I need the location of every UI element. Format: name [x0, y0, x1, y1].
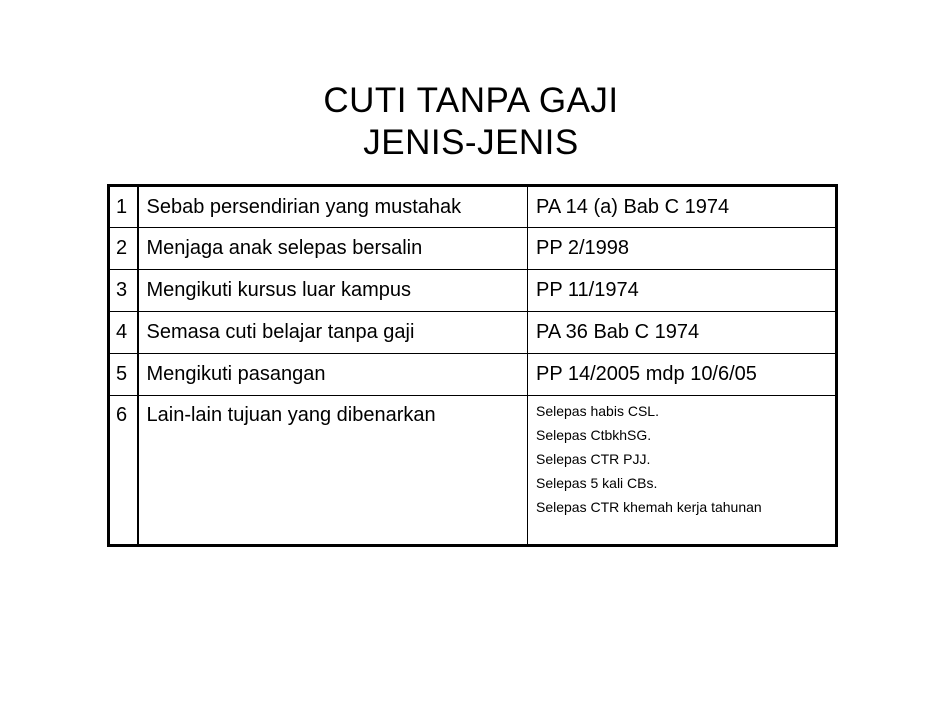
row-description: Lain-lain tujuan yang dibenarkan — [138, 396, 528, 546]
table-row — [109, 312, 837, 354]
row-reference: PA 14 (a) Bab C 1974 — [528, 186, 837, 228]
note-item: Selepas CTR PJJ. — [536, 451, 651, 467]
row-description: Semasa cuti belajar tanpa gaji — [138, 312, 528, 354]
note-item: Selepas 5 kali CBs. — [536, 475, 658, 491]
row-description: Mengikuti pasangan — [138, 354, 528, 396]
row-number: 1 — [109, 186, 138, 228]
row-reference: PP 14/2005 mdp 10/6/05 — [528, 354, 837, 396]
table-row — [109, 228, 837, 270]
title-line-2: JENIS-JENIS — [363, 123, 579, 162]
note-item: Selepas CTR khemah kerja tahunan — [536, 499, 762, 515]
note-item: Selepas habis CSL. — [536, 403, 659, 419]
table-row — [109, 270, 837, 312]
row-description: Sebab persendirian yang mustahak — [138, 186, 528, 228]
row-number: 5 — [109, 354, 138, 396]
row-number: 4 — [109, 312, 138, 354]
leave-types-table — [107, 184, 838, 547]
page-title — [0, 80, 942, 164]
table-row — [109, 354, 837, 396]
row-reference: PP 2/1998 — [528, 228, 837, 270]
notes-list — [536, 399, 835, 519]
row-description: Mengikuti kursus luar kampus — [138, 270, 528, 312]
row-number: 2 — [109, 228, 138, 270]
row-reference: PP 11/1974 — [528, 270, 837, 312]
row-number: 6 — [109, 396, 138, 546]
row-reference: PA 36 Bab C 1974 — [528, 312, 837, 354]
table-row — [109, 186, 837, 228]
note-item: Selepas CtbkhSG. — [536, 427, 652, 443]
title-line-1: CUTI TANPA GAJI — [323, 81, 619, 120]
row-reference-notes — [528, 396, 837, 546]
row-description: Menjaga anak selepas bersalin — [138, 228, 528, 270]
row-number: 3 — [109, 270, 138, 312]
table-row — [109, 396, 837, 546]
